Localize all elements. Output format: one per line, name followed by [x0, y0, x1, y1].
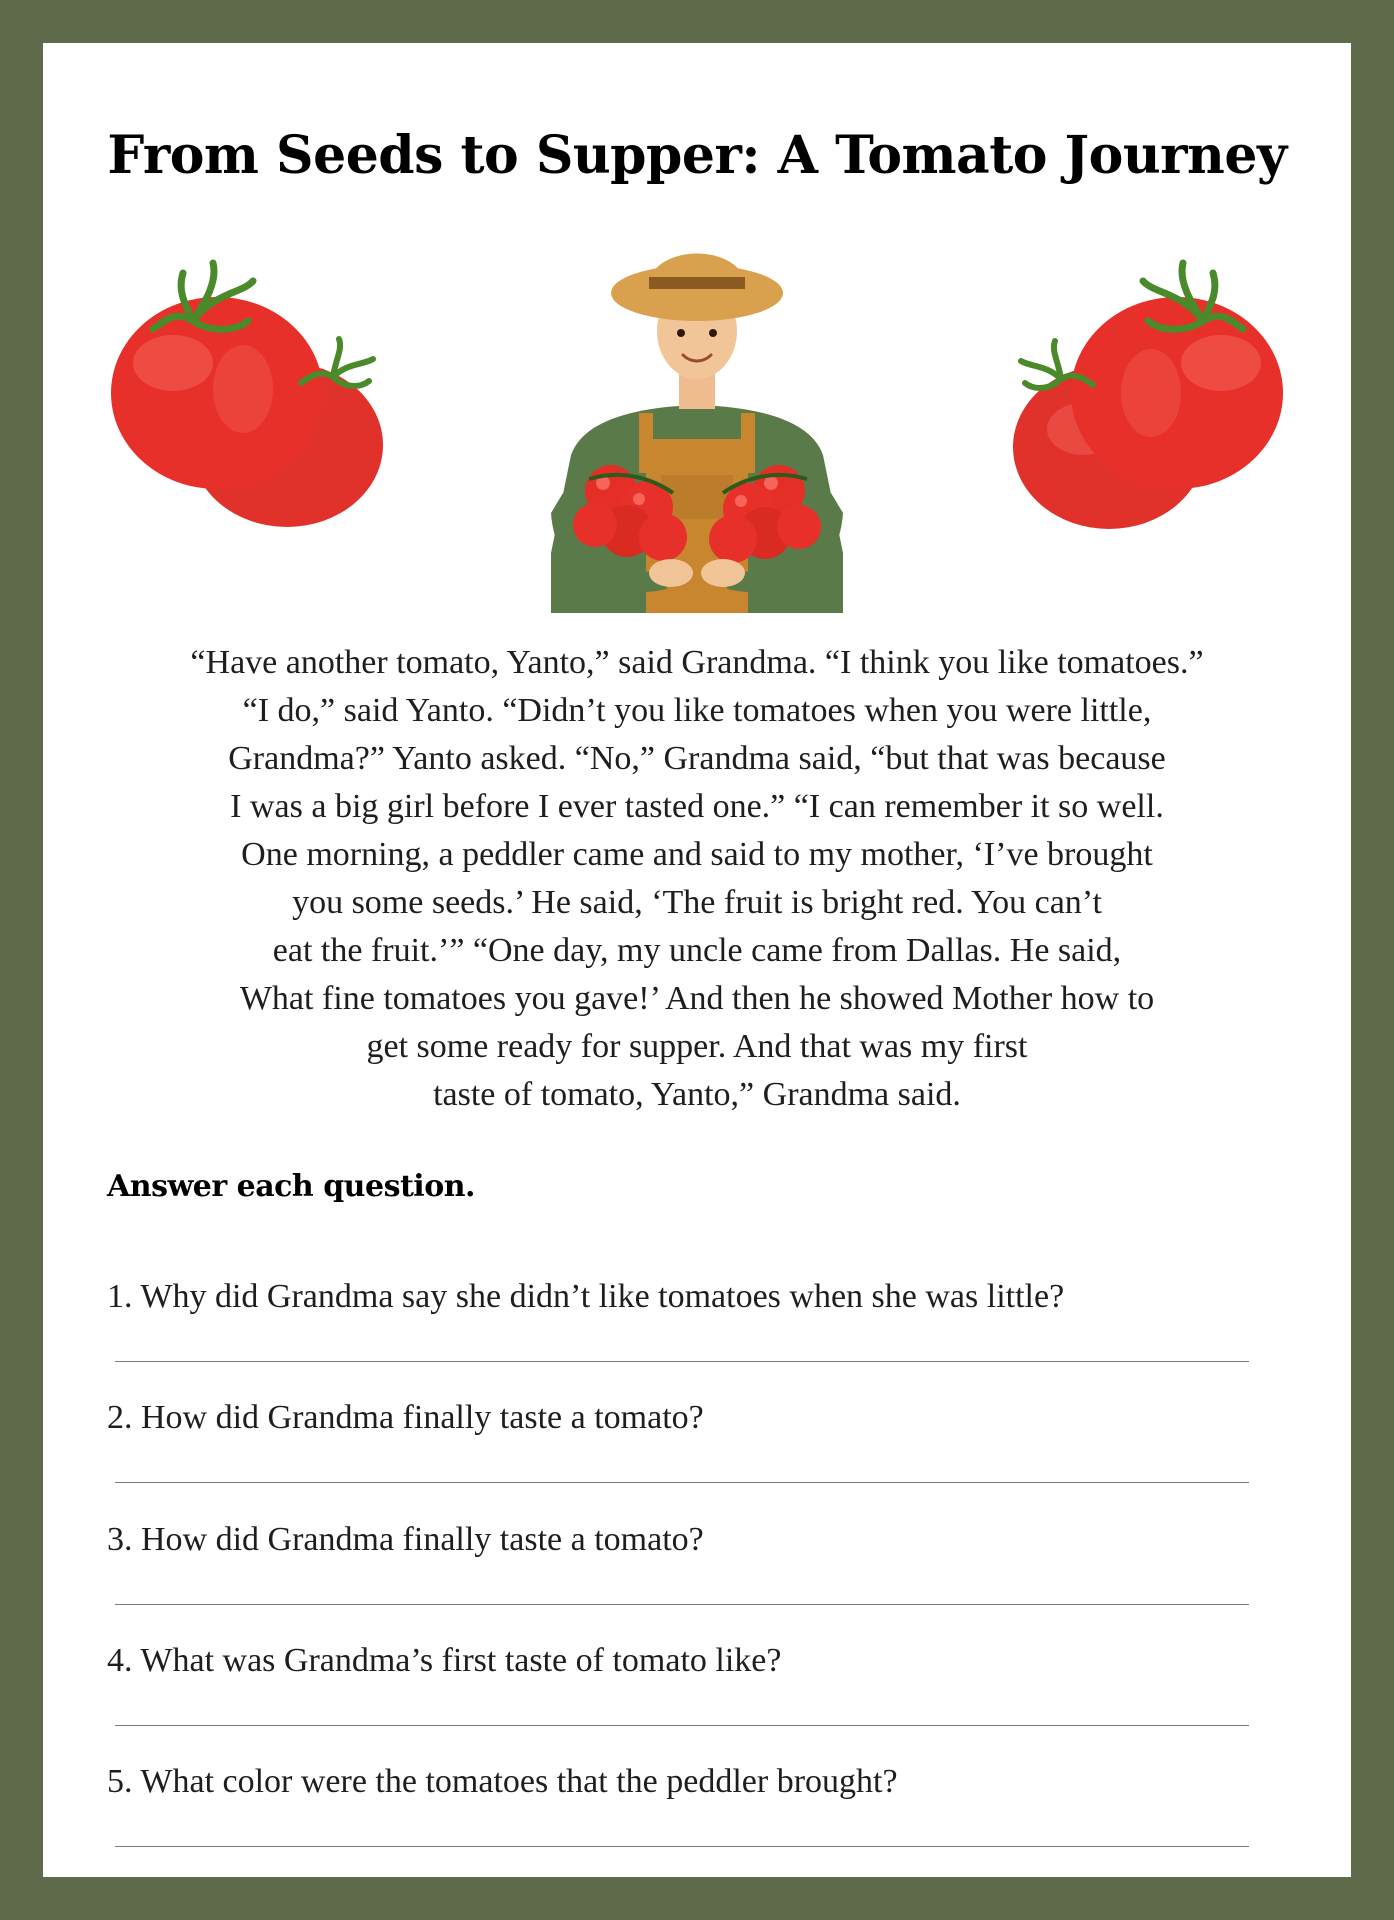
- story-line: you some seeds.’ He said, ‘The fruit is bright red. You can’t: [292, 884, 1102, 921]
- questions-heading: Answer each question.: [107, 1169, 475, 1204]
- page-title: From Seeds to Supper: A Tomato Journey: [107, 125, 1287, 186]
- story-line: What fine tomatoes you gave!’ And then he showed Mother how to: [239, 980, 1155, 1017]
- question-5: [107, 1762, 1307, 1802]
- question-4-text: 4. What was Grandma’s first taste of tomato like?: [107, 1642, 782, 1679]
- left-tomatoes-icon: [111, 263, 383, 527]
- answer-line-3[interactable]: [115, 1604, 1249, 1605]
- story-line: get some ready for supper. And that was my first: [366, 1028, 1028, 1065]
- worksheet-page: [43, 43, 1351, 1877]
- story-line: “I do,” said Yanto. “Didn’t you like tomatoes when you were little,: [242, 692, 1152, 729]
- story-passage: [83, 639, 1311, 1119]
- answer-line-4[interactable]: [115, 1725, 1249, 1726]
- question-4: [107, 1641, 1307, 1681]
- question-2: [107, 1398, 1307, 1438]
- answer-line-1[interactable]: [115, 1361, 1249, 1362]
- answer-line-5[interactable]: [115, 1846, 1249, 1847]
- question-2-text: 2. How did Grandma finally taste a tomato?: [107, 1399, 704, 1436]
- answer-line-2[interactable]: [115, 1482, 1249, 1483]
- story-line: “Have another tomato, Yanto,” said Grandma. “I think you like tomatoes.”: [190, 644, 1204, 681]
- story-line: taste of tomato, Yanto,” Grandma said.: [433, 1076, 961, 1113]
- question-5-text: 5. What color were the tomatoes that the peddler brought?: [107, 1763, 898, 1800]
- story-line: Grandma?” Yanto asked. “No,” Grandma said, “but that was because: [228, 740, 1166, 777]
- question-3: [107, 1520, 1307, 1560]
- story-line: One morning, a peddler came and said to my mother, ‘I’ve brought: [241, 836, 1153, 873]
- hero-illustration: [43, 193, 1351, 613]
- question-1-text: 1. Why did Grandma say she didn’t like tomatoes when she was little?: [107, 1278, 1065, 1315]
- farmer-with-tomatoes-icon: [551, 254, 843, 614]
- story-line: I was a big girl before I ever tasted one.” “I can remember it so well.: [230, 788, 1164, 825]
- right-tomatoes-icon: [1013, 263, 1283, 529]
- question-1: [107, 1277, 1307, 1317]
- story-line: eat the fruit.’” “One day, my uncle came from Dallas. He said,: [272, 932, 1122, 969]
- question-3-text: 3. How did Grandma finally taste a tomato?: [107, 1521, 704, 1558]
